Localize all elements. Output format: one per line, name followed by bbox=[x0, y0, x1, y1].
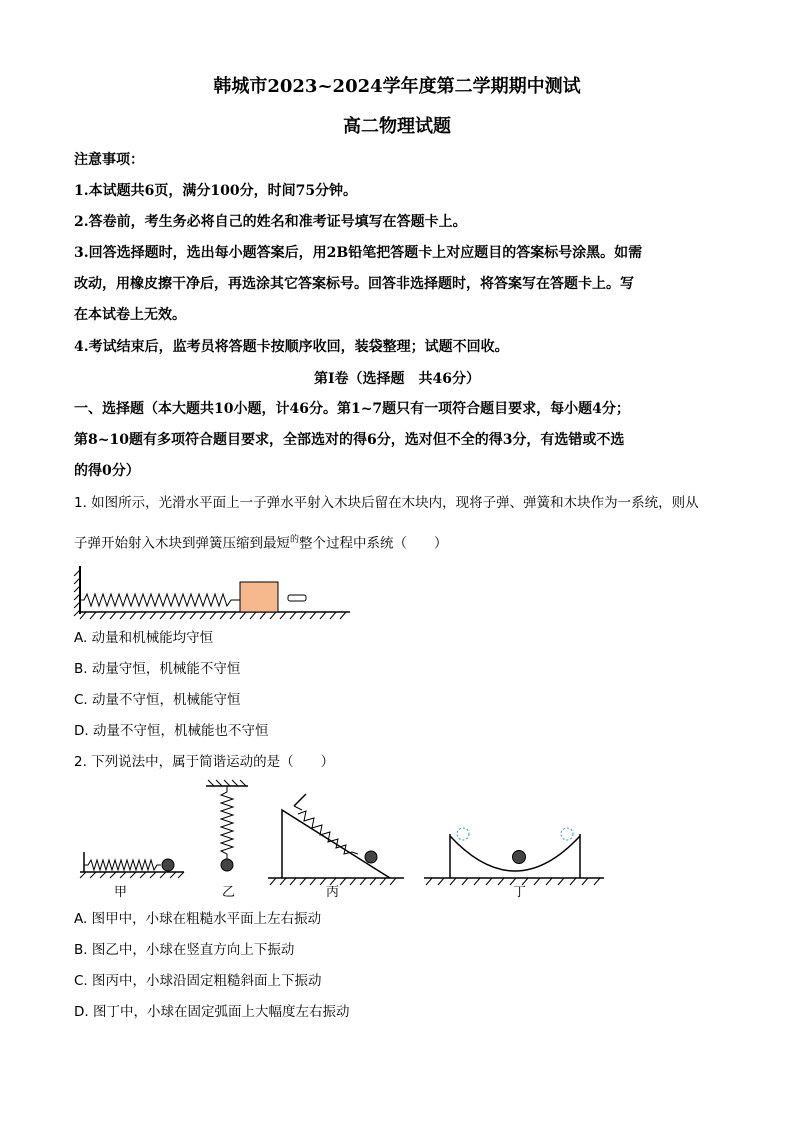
ball bbox=[513, 851, 526, 864]
q1-stem-part: 整个过程中系统（ ） bbox=[299, 535, 448, 552]
q1-stem-sup: 的 bbox=[290, 535, 300, 545]
q2-option-b: B. 图乙中，小球在竖直方向上下振动 bbox=[74, 942, 295, 958]
q1-option-d: D. 动量不守恒，机械能也不守恒 bbox=[74, 723, 269, 739]
fig-label-yi: 乙 bbox=[222, 885, 236, 900]
fig-label-jia: 甲 bbox=[114, 885, 128, 900]
fig-label-ding: 丁 bbox=[513, 885, 527, 900]
q1-option-c: C. 动量不守恒，机械能守恒 bbox=[74, 692, 241, 708]
note-item: 在本试卷上无效。 bbox=[74, 307, 186, 323]
q1-stem-part: 子弹开始射入木块到弹簧压缩到最短 bbox=[74, 535, 290, 552]
fig-yi bbox=[206, 780, 248, 871]
q2-option-d: D. 图丁中，小球在固定弧面上大幅度左右振动 bbox=[74, 1004, 350, 1020]
ball bbox=[365, 851, 377, 863]
spring bbox=[80, 594, 240, 606]
ball bbox=[221, 859, 233, 871]
fig-ding bbox=[424, 828, 604, 885]
ball bbox=[162, 859, 174, 871]
q2-stem: 2. 下列说法中，属于简谐运动的是（ ） bbox=[74, 754, 335, 770]
fig-bing bbox=[268, 794, 404, 885]
section-intro: 的得0分） bbox=[74, 463, 140, 479]
q1-figure bbox=[72, 562, 354, 622]
note-item: 1.本试题共6页，满分100分，时间75分钟。 bbox=[74, 183, 358, 199]
fig-jia bbox=[80, 852, 184, 878]
q2-option-c: C. 图丙中，小球沿固定粗糙斜面上下振动 bbox=[74, 973, 322, 989]
exam-title: 韩城市2023~2024学年度第二学期期中测试 bbox=[213, 76, 581, 97]
q1-option-a: A. 动量和机械能均守恒 bbox=[74, 630, 214, 646]
q2-figures bbox=[72, 778, 608, 902]
fig-label-bing: 丙 bbox=[326, 885, 340, 900]
note-item: 3.回答选择题时，选出每小题答案后，用2B铅笔把答题卡上对应题目的答案标号涂黑。如需 bbox=[74, 245, 643, 261]
ghost-ball-left bbox=[457, 828, 469, 840]
q2-option-a: A. 图甲中，小球在粗糙水平面上左右振动 bbox=[74, 911, 322, 927]
note-item: 4.考试结束后，监考员将答题卡按顺序收回，装袋整理；试题不回收。 bbox=[74, 339, 509, 355]
ghost-ball-right bbox=[561, 828, 573, 840]
section-intro: 一、选择题（本大题共10小题，计46分。第1~7题只有一项符合题目要求，每小题4分； bbox=[74, 401, 630, 417]
bullet bbox=[288, 595, 306, 601]
note-item: 改动，用橡皮擦干净后，再选涂其它答案标号。回答非选择题时，将答案写在答题卡上。写 bbox=[74, 276, 634, 292]
exam-subtitle: 高二物理试题 bbox=[343, 116, 451, 137]
wooden-block bbox=[240, 582, 278, 612]
q1-stem-line2 bbox=[74, 530, 448, 554]
ground-hatch bbox=[80, 612, 346, 619]
q1-option-b: B. 动量守恒，机械能不守恒 bbox=[74, 661, 241, 677]
q1-stem-line1: 1. 如图所示，光滑水平面上一子弹水平射入木块后留在木块内，现将子弹、弹簧和木块作为一系统，则从 bbox=[74, 495, 699, 511]
notes-heading: 注意事项： bbox=[74, 152, 144, 168]
section-title: 第Ⅰ卷（选择题 共46分） bbox=[313, 371, 481, 387]
note-item: 2.答卷前，考生务必将自己的姓名和准考证号填写在答题卡上。 bbox=[74, 214, 467, 230]
section-intro: 第8~10题有多项符合题目要求，全部选对的得6分，选对但不全的得3分，有选错或不选 bbox=[74, 432, 625, 448]
